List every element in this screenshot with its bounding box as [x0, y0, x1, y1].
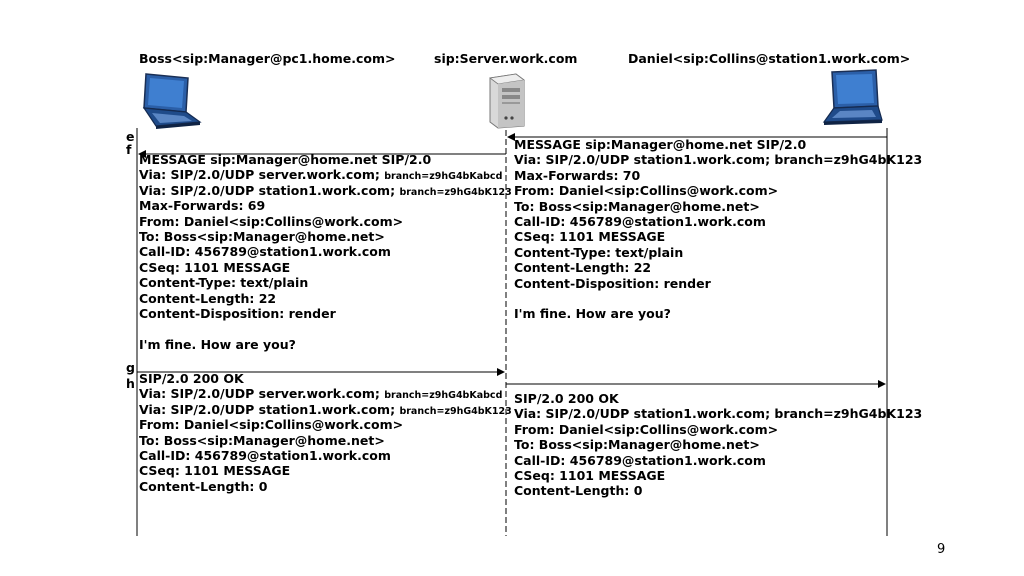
- message-line: From: Daniel<sip:Collins@work.com>: [139, 213, 404, 229]
- message-line: From: Daniel<sip:Collins@work.com>: [514, 183, 779, 199]
- participant-boss-label: Boss<sip:Manager@pc1.home.com>: [139, 51, 396, 66]
- step-label-f: f: [126, 142, 132, 157]
- message-line: SIP/2.0 200 OK: [514, 391, 619, 406]
- page-number: 9: [937, 542, 946, 557]
- message-line: Content-Length: 0: [514, 483, 643, 499]
- message-line: CSeq: 1101 MESSAGE: [139, 259, 291, 275]
- message-g-block: [139, 371, 512, 494]
- message-line: Max-Forwards: 70: [514, 167, 641, 183]
- message-line: To: Boss<sip:Manager@home.net>: [514, 198, 760, 214]
- message-line: Content-Type: text/plain: [514, 244, 684, 260]
- message-line: Via: SIP/2.0/UDP server.work.com;: [139, 167, 385, 183]
- message-line: Content-Disposition: render: [514, 275, 711, 291]
- message-line: Content-Disposition: render: [139, 305, 336, 321]
- message-line: CSeq: 1101 MESSAGE: [139, 463, 291, 479]
- message-line: Via: SIP/2.0/UDP server.work.com;: [139, 386, 385, 402]
- message-line: To: Boss<sip:Manager@home.net>: [139, 228, 385, 244]
- message-e-block: [514, 137, 922, 322]
- branch-param: branch=z9hG4bKabcd: [384, 171, 503, 183]
- message-line: Via: SIP/2.0/UDP station1.work.com;: [139, 182, 400, 198]
- message-h-block: [514, 391, 922, 499]
- step-label-e: e: [126, 129, 135, 144]
- step-label-h: h: [126, 376, 135, 391]
- message-line: Via: SIP/2.0/UDP station1.work.com;: [139, 401, 400, 417]
- message-line: Call-ID: 456789@station1.work.com: [514, 452, 766, 468]
- message-line: Content-Length: 22: [139, 290, 277, 306]
- message-line: Call-ID: 456789@station1.work.com: [139, 447, 391, 463]
- branch-param: branch=z9hG4bKabcd: [384, 390, 503, 402]
- message-line: From: Daniel<sip:Collins@work.com>: [139, 417, 404, 433]
- message-line: Call-ID: 456789@station1.work.com: [139, 244, 391, 260]
- message-body: I'm fine. How are you?: [514, 306, 671, 322]
- message-body: I'm fine. How are you?: [139, 336, 296, 352]
- message-line: To: Boss<sip:Manager@home.net>: [514, 437, 760, 453]
- step-label-g: g: [126, 360, 135, 375]
- branch-param: branch=z9hG4bK123: [399, 405, 512, 417]
- message-line: Call-ID: 456789@station1.work.com: [514, 213, 766, 229]
- participant-server-label: sip:Server.work.com: [434, 51, 578, 66]
- message-line: Content-Type: text/plain: [139, 275, 309, 291]
- participant-daniel-label: Daniel<sip:Collins@station1.work.com>: [628, 51, 911, 66]
- message-line: Via: SIP/2.0/UDP station1.work.com; branch=z9hG4bK123: [514, 406, 923, 422]
- message-line: MESSAGE sip:Manager@home.net SIP/2.0: [139, 152, 432, 167]
- message-line: Via: SIP/2.0/UDP station1.work.com; branch=z9hG4bK123: [514, 152, 923, 168]
- message-f-block: [139, 152, 512, 352]
- message-line: Max-Forwards: 69: [139, 198, 266, 214]
- branch-param: branch=z9hG4bK123: [399, 186, 512, 198]
- message-line: Content-Length: 22: [514, 260, 652, 276]
- message-line: CSeq: 1101 MESSAGE: [514, 229, 666, 245]
- message-line: From: Daniel<sip:Collins@work.com>: [514, 421, 779, 437]
- message-line: SIP/2.0 200 OK: [139, 371, 244, 386]
- message-line: CSeq: 1101 MESSAGE: [514, 467, 666, 483]
- message-line: MESSAGE sip:Manager@home.net SIP/2.0: [514, 137, 807, 152]
- message-line: Content-Length: 0: [139, 478, 268, 494]
- message-line: To: Boss<sip:Manager@home.net>: [139, 432, 385, 448]
